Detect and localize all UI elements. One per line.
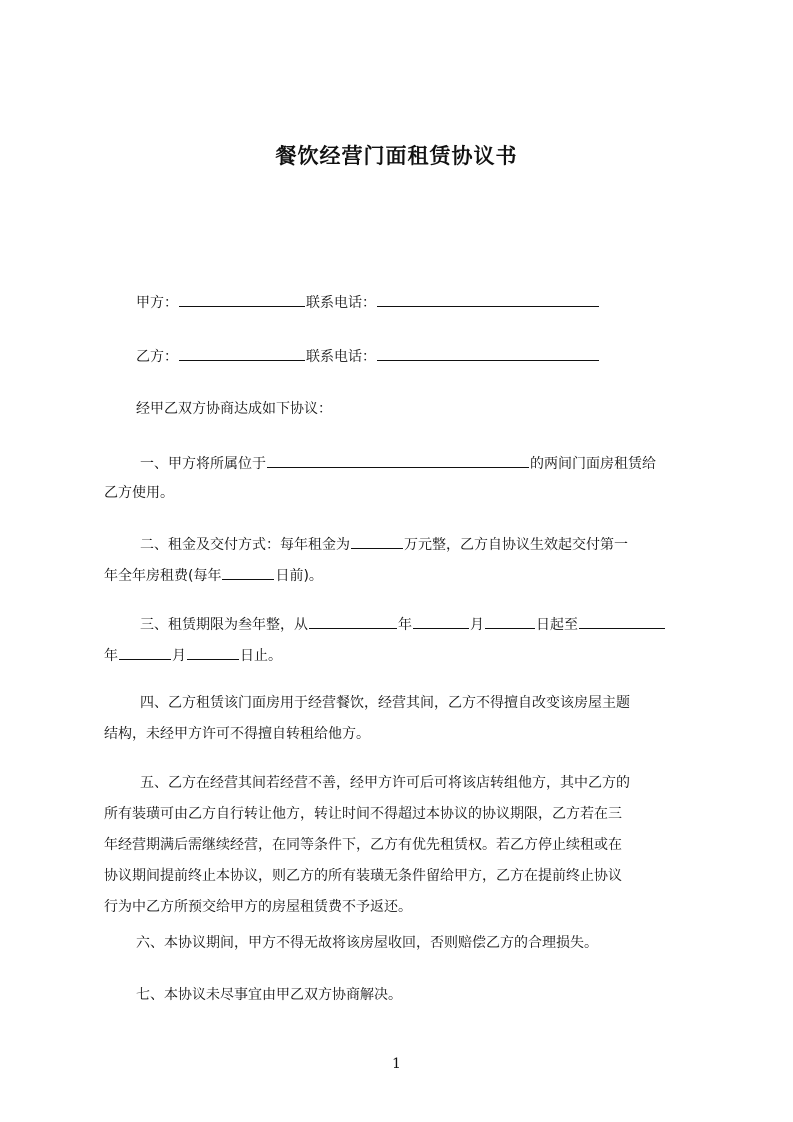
- intro-text: 经甲乙双方协商达成如下协议：: [136, 401, 332, 417]
- rent-amount-blank: [351, 534, 403, 549]
- clause-2-text-b: 万元整，乙方自协议生效起交付第一: [404, 537, 628, 553]
- end-month-blank: [119, 645, 171, 660]
- clause-3-text-b: 日起至: [536, 617, 578, 633]
- party-b-name-blank: [179, 346, 305, 361]
- page-number: 1: [392, 1056, 401, 1072]
- party-b-label: 乙方：: [136, 349, 178, 365]
- party-b-phone-blank: [377, 346, 599, 361]
- clause-2-line-1: [140, 534, 628, 554]
- clause-2-text-a: 二、租金及交付方式：每年租金为: [140, 537, 350, 553]
- payment-date-blank: [222, 565, 274, 580]
- start-year-blank: [309, 614, 397, 629]
- clause-4-line-1: 四、乙方租赁该门面房用于经营餐饮，经营其间，乙方不得擅自改变该房屋主题: [140, 695, 630, 711]
- clause-3-year-b: 年: [104, 648, 118, 664]
- location-blank: [267, 453, 529, 468]
- clause-7: 七、本协议未尽事宜由甲乙双方协商解决。: [136, 987, 402, 1003]
- clause-2-text-c: 年全年房租费(每年: [104, 568, 222, 584]
- clause-6: 六、本协议期间，甲方不得无故将该房屋收回，否则赔偿乙方的合理损失。: [136, 935, 598, 951]
- clause-3-line-2: [104, 645, 282, 665]
- clause-3-month-a: 月: [470, 617, 484, 633]
- start-day-blank: [485, 614, 535, 629]
- clause-5-line-1: 五、乙方在经营其间若经营不善，经甲方许可后可将该店转组他方，其中乙方的: [140, 775, 630, 791]
- end-year-blank: [579, 614, 665, 629]
- party-a-name-blank: [179, 292, 305, 307]
- party-a-phone-blank: [377, 292, 599, 307]
- clause-3-text-c: 日止。: [240, 648, 282, 664]
- clause-5-line-3: 年经营期满后需继续经营，在同等条件下，乙方有优先租赁权。若乙方停止续租或在: [104, 837, 622, 853]
- clause-5-line-5: 行为中乙方所预交给甲方的房屋租赁费不予返还。: [104, 899, 412, 915]
- clause-3-line-1: [140, 614, 666, 634]
- clause-1-text-a: 一、甲方将所属位于: [140, 456, 266, 472]
- start-month-blank: [413, 614, 469, 629]
- party-a-phone-label: 联系电话：: [306, 295, 376, 311]
- clause-5-line-2: 所有装璜可由乙方自行转让他方，转让时间不得超过本协议的协议期限，乙方若在三: [104, 806, 622, 822]
- clause-5-line-4: 协议期间提前终止本协议，则乙方的所有装璜无条件留给甲方，乙方在提前终止协议: [104, 868, 622, 884]
- party-a-label: 甲方：: [136, 295, 178, 311]
- clause-1-text-b: 的两间门面房租赁给: [530, 456, 656, 472]
- clause-1-line-1: [140, 453, 656, 473]
- clause-3-text-a: 三、租赁期限为叁年整，从: [140, 617, 308, 633]
- document-title: 餐饮经营门面租赁协议书: [275, 144, 518, 168]
- party-a-line: [136, 292, 600, 312]
- party-b-line: [136, 346, 600, 366]
- clause-3-month-b: 月: [172, 648, 186, 664]
- clause-1-line-2: 乙方使用。: [104, 485, 174, 501]
- clause-3-year-a: 年: [398, 617, 412, 633]
- clause-2-line-2: [104, 565, 323, 585]
- party-b-phone-label: 联系电话：: [306, 349, 376, 365]
- clause-2-text-d: 日前)。: [275, 568, 323, 584]
- end-day-blank: [187, 645, 239, 660]
- clause-4-line-2: 结构，未经甲方许可不得擅自转租给他方。: [104, 726, 370, 742]
